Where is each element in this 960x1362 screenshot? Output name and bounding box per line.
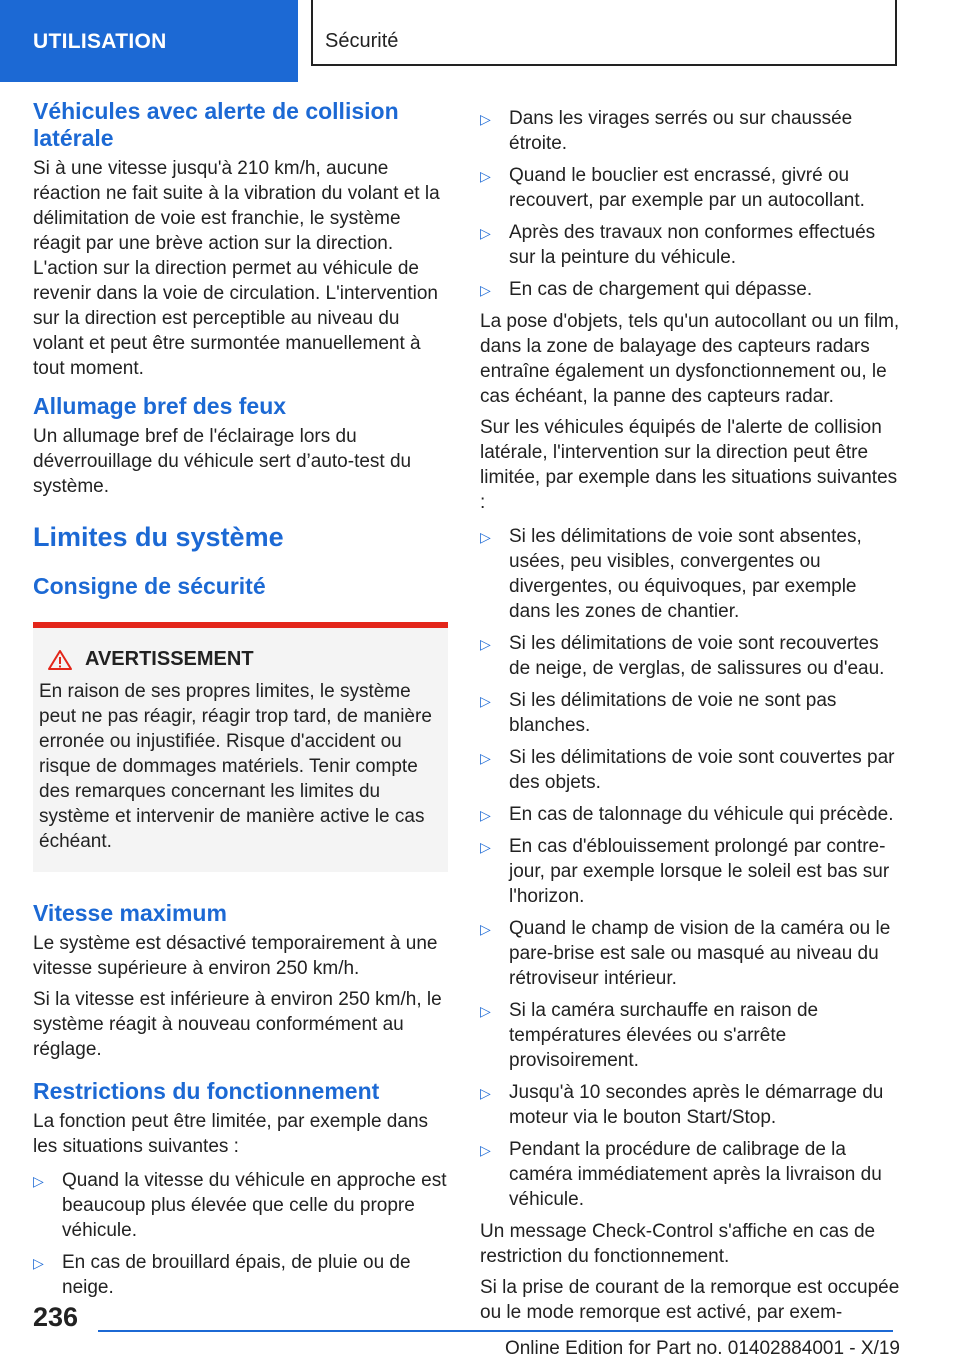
bullet-triangle-icon: ▷ bbox=[480, 111, 491, 127]
warning-title-row bbox=[39, 648, 440, 671]
heading-vitesse: Vitesse maximum bbox=[33, 900, 227, 926]
heading-limites: Limites du système bbox=[33, 522, 284, 552]
bullet-triangle-icon: ▷ bbox=[33, 1255, 44, 1271]
list-item: ▷ Pendant la procédure de calibrage de la caméra immédiatement après la livraison du véhicule. bbox=[480, 1139, 882, 1210]
warning-text: En raison de ses propres limites, le système peut ne pas réagir, réagir trop tard, de manière erronée ou injustifiée. Risque d'accident ou risque de dommages matériels. Tenir compte des remarques concernant les limites du système et intervenir de manière active le cas échéant. bbox=[39, 681, 432, 852]
header-section-tab bbox=[0, 0, 298, 82]
list-item: ▷ Quand la vitesse du véhicule en approche est beaucoup plus élevée que celle du propre véhicule. bbox=[33, 1170, 447, 1241]
bullet-triangle-icon: ▷ bbox=[480, 636, 491, 652]
page-number: 236 bbox=[33, 1302, 79, 1332]
footer-edition: Online Edition for Part no. 01402884001 - X/19 bbox=[504, 1338, 900, 1359]
right-column bbox=[480, 106, 900, 1331]
list-item: ▷ En cas de brouillard épais, de pluie ou de neige. bbox=[33, 1252, 411, 1298]
heading-restrictions: Restrictions du fonctionnement bbox=[33, 1078, 380, 1104]
bullet-triangle-icon: ▷ bbox=[480, 921, 491, 937]
list-item: ▷ Si les délimitations de voie sont recouvertes de neige, de verglas, de salissures ou d'eau. bbox=[480, 633, 885, 679]
left-list bbox=[33, 1168, 448, 1300]
warning-title: AVERTISSEMENT bbox=[85, 648, 254, 670]
paragraph-collision: Si à une vitesse jusqu'à 210 km/h, aucune réaction ne fait suite à la vibration du volant et la délimitation de voie est franchie, le système réagit par une brève action sur la direction. L'action sur la direction permet au véhicule de revenir dans la voie de circulation. L'intervention sur la direction est perceptible au niveau du volant et peut être surmontée manuellement à tout moment. bbox=[33, 158, 440, 379]
right-list-b bbox=[480, 524, 900, 1212]
bullet-triangle-icon: ▷ bbox=[480, 750, 491, 766]
warning-triangle-icon bbox=[47, 649, 73, 671]
heading-consigne: Consigne de sécurité bbox=[33, 573, 266, 599]
right-list-a bbox=[480, 106, 900, 302]
list-item: ▷ Jusqu'à 10 secondes après le démarrage du moteur via le bouton Start/Stop. bbox=[480, 1082, 884, 1128]
heading-allumage: Allumage bref des feux bbox=[33, 393, 287, 419]
paragraph-vehicules: Sur les véhicules équipés de l'alerte de collision latérale, l'intervention sur la direction peut être limitée, par exemple dans les situations suivantes : bbox=[480, 417, 898, 513]
bullet-triangle-icon: ▷ bbox=[480, 807, 491, 823]
list-item: ▷ Si les délimitations de voie sont absentes, usées, peu visibles, convergentes ou divergentes, ou équivoques, par exemple dans les zones de chantier. bbox=[480, 526, 862, 622]
bullet-triangle-icon: ▷ bbox=[480, 1003, 491, 1019]
list-item: ▷ Si les délimitations de voie sont couvertes par des objets. bbox=[480, 747, 895, 793]
footer-divider bbox=[98, 1330, 893, 1332]
paragraph-allumage: Un allumage bref de l'éclairage lors du déverrouillage du véhicule sert d’auto-test du système. bbox=[33, 426, 412, 497]
bullet-triangle-icon: ▷ bbox=[480, 282, 491, 298]
list-item: ▷ Après des travaux non conformes effectués sur la peinture du véhicule. bbox=[480, 222, 876, 268]
paragraph-vitesse-2: Si la vitesse est inférieure à environ 250 km/h, le système réagit à nouveau conformément au réglage. bbox=[33, 989, 442, 1060]
header-section-label: UTILISATION bbox=[33, 30, 167, 53]
list-item: ▷ En cas de talonnage du véhicule qui précède. bbox=[480, 802, 900, 827]
list-item: ▷ En cas d'éblouissement prolongé par contre-jour, par exemple lorsque le soleil est bas sur l'horizon. bbox=[480, 836, 890, 907]
heading-collision: Véhicules avec alerte de collision latérale bbox=[33, 98, 399, 151]
left-column bbox=[33, 98, 448, 1307]
bullet-triangle-icon: ▷ bbox=[480, 168, 491, 184]
bullet-triangle-icon: ▷ bbox=[480, 693, 491, 709]
paragraph-prise: Si la prise de courant de la remorque est occupée ou le mode remorque est activé, par exem- bbox=[480, 1277, 900, 1323]
bullet-triangle-icon: ▷ bbox=[480, 839, 491, 855]
header-title: Sécurité bbox=[325, 30, 399, 52]
bullet-triangle-icon: ▷ bbox=[33, 1173, 44, 1189]
list-item: ▷ Quand le bouclier est encrassé, givré ou recouvert, par exemple par un autocollant. bbox=[480, 165, 865, 211]
list-item: ▷ Si les délimitations de voie ne sont pas blanches. bbox=[480, 690, 837, 736]
paragraph-vitesse-1: Le système est désactivé temporairement à une vitesse supérieure à environ 250 km/h. bbox=[33, 933, 438, 979]
list-item: ▷ Quand le champ de vision de la caméra ou le pare-brise est sale ou masqué au niveau du rétroviseur intérieur. bbox=[480, 918, 891, 989]
bullet-triangle-icon: ▷ bbox=[480, 225, 491, 241]
paragraph-pose: La pose d'objets, tels qu'un autocollant ou un film, dans la zone de balayage des capteurs radars entraîne également un dysfonctionnement ou, le cas échéant, la panne des capteurs radar. bbox=[480, 311, 900, 407]
bullet-triangle-icon: ▷ bbox=[480, 1142, 491, 1158]
bullet-triangle-icon: ▷ bbox=[480, 1085, 491, 1101]
list-item: ▷ Si la caméra surchauffe en raison de températures élevées ou s'arrête provisoirement. bbox=[480, 1000, 819, 1071]
header-title-box bbox=[311, 0, 897, 66]
paragraph-check-control: Un message Check-Control s'affiche en cas de restriction du fonctionnement. bbox=[480, 1221, 876, 1267]
warning-box bbox=[33, 622, 448, 872]
list-item: ▷ Dans les virages serrés ou sur chaussée étroite. bbox=[480, 108, 853, 154]
paragraph-restrictions: La fonction peut être limitée, par exemple dans les situations suivantes : bbox=[33, 1111, 429, 1157]
list-item: ▷ En cas de chargement qui dépasse. bbox=[480, 277, 900, 302]
bullet-triangle-icon: ▷ bbox=[480, 529, 491, 545]
